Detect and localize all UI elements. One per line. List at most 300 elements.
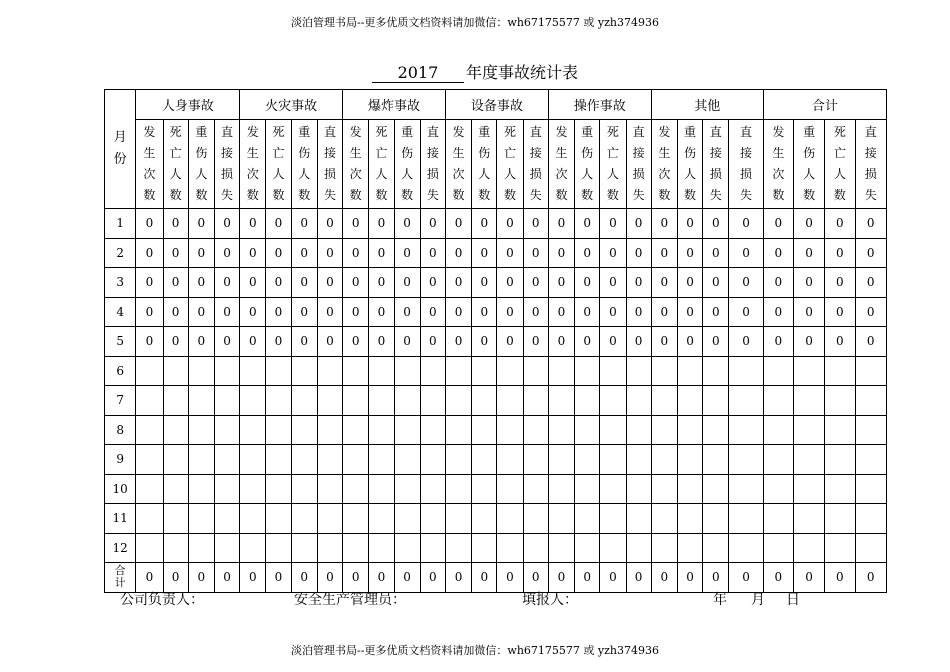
group-header: 设备事故 bbox=[445, 90, 548, 120]
table-cell: 0 bbox=[266, 268, 291, 298]
table-cell bbox=[472, 356, 497, 386]
table-cell bbox=[575, 533, 600, 563]
table-cell bbox=[472, 386, 497, 416]
column-header bbox=[136, 120, 163, 209]
column-header bbox=[793, 120, 824, 209]
table-cell: 0 bbox=[369, 563, 394, 593]
table-cell bbox=[394, 415, 420, 445]
row-label: 4 bbox=[105, 297, 136, 327]
table-cell bbox=[445, 415, 471, 445]
table-cell: 0 bbox=[369, 268, 394, 298]
column-header-char: 伤 bbox=[684, 146, 697, 160]
table-cell bbox=[626, 386, 651, 416]
column-header-char: 数 bbox=[298, 188, 311, 202]
table-cell: 0 bbox=[763, 238, 793, 268]
column-header-char: 失 bbox=[864, 188, 877, 202]
table-cell: 0 bbox=[548, 209, 574, 239]
table-cell bbox=[472, 445, 497, 475]
column-header-char: 次 bbox=[452, 167, 465, 181]
column-header-char: 人 bbox=[169, 167, 182, 181]
table-cell bbox=[825, 356, 855, 386]
table-cell: 0 bbox=[600, 297, 626, 327]
table-cell: 0 bbox=[763, 268, 793, 298]
date-year-label: 年 bbox=[713, 592, 727, 608]
table-cell bbox=[763, 415, 793, 445]
table-cell: 0 bbox=[575, 238, 600, 268]
column-header bbox=[677, 120, 702, 209]
column-header bbox=[317, 120, 342, 209]
table-cell: 0 bbox=[420, 563, 445, 593]
table-cell bbox=[240, 445, 266, 475]
table-cell bbox=[497, 533, 523, 563]
column-header-char: 数 bbox=[401, 188, 414, 202]
table-cell bbox=[548, 356, 574, 386]
table-cell bbox=[136, 415, 163, 445]
table-cell bbox=[240, 533, 266, 563]
column-header-char: 重 bbox=[581, 125, 594, 139]
table-cell: 0 bbox=[136, 238, 163, 268]
table-cell: 0 bbox=[420, 327, 445, 357]
table-cell bbox=[548, 386, 574, 416]
column-header-char: 次 bbox=[555, 167, 568, 181]
table-cell: 0 bbox=[703, 297, 729, 327]
table-row bbox=[105, 386, 887, 416]
table-cell bbox=[214, 386, 239, 416]
column-header bbox=[600, 120, 626, 209]
column-header-char: 次 bbox=[658, 167, 671, 181]
table-cell: 0 bbox=[651, 209, 677, 239]
table-cell bbox=[445, 386, 471, 416]
table-cell bbox=[677, 533, 702, 563]
table-cell bbox=[136, 386, 163, 416]
table-cell bbox=[729, 533, 763, 563]
table-cell: 0 bbox=[855, 297, 887, 327]
table-cell bbox=[472, 415, 497, 445]
column-header bbox=[369, 120, 394, 209]
table-cell: 0 bbox=[188, 238, 214, 268]
table-cell bbox=[214, 445, 239, 475]
table-cell: 0 bbox=[825, 563, 855, 593]
table-cell bbox=[677, 356, 702, 386]
table-cell: 0 bbox=[163, 268, 188, 298]
column-header bbox=[472, 120, 497, 209]
table-cell bbox=[240, 415, 266, 445]
table-cell: 0 bbox=[497, 297, 523, 327]
table-cell: 0 bbox=[793, 327, 824, 357]
table-cell: 0 bbox=[136, 563, 163, 593]
table-cell bbox=[163, 533, 188, 563]
table-cell: 0 bbox=[240, 563, 266, 593]
table-cell: 0 bbox=[825, 268, 855, 298]
table-cell bbox=[548, 415, 574, 445]
table-cell bbox=[291, 533, 317, 563]
table-cell: 0 bbox=[651, 238, 677, 268]
table-cell bbox=[548, 533, 574, 563]
table-cell: 0 bbox=[266, 327, 291, 357]
column-header-char: 发 bbox=[349, 125, 362, 139]
table-cell: 0 bbox=[793, 209, 824, 239]
table-cell bbox=[445, 445, 471, 475]
table-cell bbox=[626, 474, 651, 504]
table-cell: 0 bbox=[188, 327, 214, 357]
table-cell bbox=[136, 445, 163, 475]
table-cell bbox=[600, 533, 626, 563]
table-cell: 0 bbox=[240, 268, 266, 298]
table-cell bbox=[420, 533, 445, 563]
table-cell: 0 bbox=[548, 327, 574, 357]
table-cell bbox=[855, 533, 887, 563]
table-row bbox=[105, 327, 887, 357]
table-cell bbox=[317, 533, 342, 563]
table-cell bbox=[369, 474, 394, 504]
column-header-char: 次 bbox=[772, 167, 785, 181]
column-header-char: 生 bbox=[452, 146, 465, 160]
table-cell bbox=[163, 445, 188, 475]
table-cell: 0 bbox=[240, 209, 266, 239]
table-cell bbox=[703, 533, 729, 563]
column-header-char: 失 bbox=[221, 188, 234, 202]
table-cell: 0 bbox=[291, 209, 317, 239]
table-cell: 0 bbox=[651, 268, 677, 298]
column-header-char: 人 bbox=[401, 167, 414, 181]
table-cell bbox=[855, 445, 887, 475]
table-cell bbox=[343, 415, 369, 445]
table-cell bbox=[163, 415, 188, 445]
table-cell bbox=[793, 356, 824, 386]
table-cell: 0 bbox=[291, 268, 317, 298]
column-header-char: 重 bbox=[478, 125, 491, 139]
table-cell bbox=[394, 504, 420, 534]
table-cell bbox=[445, 504, 471, 534]
column-header bbox=[188, 120, 214, 209]
table-cell: 0 bbox=[369, 327, 394, 357]
table-cell bbox=[793, 504, 824, 534]
column-header-char: 直 bbox=[529, 125, 542, 139]
table-cell: 0 bbox=[136, 297, 163, 327]
table-cell bbox=[575, 445, 600, 475]
table-cell bbox=[317, 415, 342, 445]
column-header-char: 数 bbox=[375, 188, 388, 202]
table-cell bbox=[214, 474, 239, 504]
table-cell: 0 bbox=[600, 209, 626, 239]
column-header-char: 失 bbox=[709, 188, 722, 202]
table-cell: 0 bbox=[855, 563, 887, 593]
table-cell bbox=[677, 474, 702, 504]
table-cell bbox=[136, 474, 163, 504]
column-header-char: 失 bbox=[632, 188, 645, 202]
column-header bbox=[163, 120, 188, 209]
table-cell bbox=[626, 415, 651, 445]
table-cell: 0 bbox=[266, 297, 291, 327]
table-cell bbox=[793, 386, 824, 416]
table-cell bbox=[651, 474, 677, 504]
column-header bbox=[548, 120, 574, 209]
table-cell bbox=[266, 533, 291, 563]
table-cell bbox=[626, 356, 651, 386]
table-cell bbox=[793, 533, 824, 563]
table-row bbox=[105, 445, 887, 475]
table-row bbox=[105, 238, 887, 268]
table-cell: 0 bbox=[420, 209, 445, 239]
table-row bbox=[105, 268, 887, 298]
table-cell bbox=[703, 415, 729, 445]
group-header: 火灾事故 bbox=[240, 90, 343, 120]
table-cell bbox=[369, 356, 394, 386]
table-cell: 0 bbox=[291, 563, 317, 593]
table-cell bbox=[317, 504, 342, 534]
table-cell bbox=[317, 445, 342, 475]
table-cell: 0 bbox=[523, 297, 548, 327]
column-header-char: 数 bbox=[772, 188, 785, 202]
table-cell bbox=[548, 445, 574, 475]
column-header-char: 伤 bbox=[478, 146, 491, 160]
table-cell bbox=[651, 415, 677, 445]
table-cell bbox=[575, 474, 600, 504]
column-header-char: 发 bbox=[143, 125, 156, 139]
table-cell: 0 bbox=[188, 209, 214, 239]
table-cell bbox=[188, 533, 214, 563]
table-cell: 0 bbox=[163, 563, 188, 593]
table-cell bbox=[317, 386, 342, 416]
table-cell bbox=[497, 415, 523, 445]
table-cell: 0 bbox=[793, 268, 824, 298]
table-cell bbox=[188, 504, 214, 534]
table-cell: 0 bbox=[317, 563, 342, 593]
column-header-char: 伤 bbox=[581, 146, 594, 160]
column-header-char: 数 bbox=[658, 188, 671, 202]
column-header-char: 次 bbox=[246, 167, 259, 181]
table-cell: 0 bbox=[548, 268, 574, 298]
title-text: 年度事故统计表 bbox=[465, 63, 578, 82]
row-label: 10 bbox=[105, 474, 136, 504]
table-cell: 0 bbox=[369, 209, 394, 239]
table-cell: 0 bbox=[703, 268, 729, 298]
table-cell: 0 bbox=[317, 327, 342, 357]
row-label: 12 bbox=[105, 533, 136, 563]
column-header bbox=[523, 120, 548, 209]
table-cell: 0 bbox=[240, 327, 266, 357]
column-header-char: 人 bbox=[606, 167, 619, 181]
table-cell: 0 bbox=[343, 209, 369, 239]
column-header-char: 数 bbox=[581, 188, 594, 202]
table-cell: 0 bbox=[793, 297, 824, 327]
column-header-char: 数 bbox=[555, 188, 568, 202]
table-cell bbox=[793, 474, 824, 504]
table-cell bbox=[291, 445, 317, 475]
column-header-char: 发 bbox=[555, 125, 568, 139]
column-header-char: 人 bbox=[833, 167, 846, 181]
table-cell bbox=[825, 445, 855, 475]
table-cell bbox=[729, 415, 763, 445]
table-cell bbox=[626, 445, 651, 475]
table-cell: 0 bbox=[855, 209, 887, 239]
table-cell bbox=[763, 386, 793, 416]
table-cell: 0 bbox=[626, 297, 651, 327]
column-header-char: 人 bbox=[478, 167, 491, 181]
column-header bbox=[626, 120, 651, 209]
table-cell: 0 bbox=[188, 268, 214, 298]
table-cell: 0 bbox=[240, 238, 266, 268]
table-cell: 0 bbox=[472, 268, 497, 298]
column-header-char: 接 bbox=[529, 146, 542, 160]
table-cell bbox=[266, 504, 291, 534]
column-header-char: 损 bbox=[221, 167, 234, 181]
table-cell bbox=[575, 386, 600, 416]
table-cell bbox=[575, 504, 600, 534]
column-header-char: 数 bbox=[169, 188, 182, 202]
table-cell: 0 bbox=[317, 268, 342, 298]
table-cell: 0 bbox=[793, 563, 824, 593]
table-cell: 0 bbox=[548, 297, 574, 327]
table-cell bbox=[855, 356, 887, 386]
column-header-char: 伤 bbox=[298, 146, 311, 160]
table-cell bbox=[703, 356, 729, 386]
table-cell bbox=[855, 386, 887, 416]
column-header-char: 接 bbox=[426, 146, 439, 160]
table-cell: 0 bbox=[626, 563, 651, 593]
table-cell bbox=[600, 356, 626, 386]
table-cell bbox=[214, 504, 239, 534]
table-cell bbox=[420, 445, 445, 475]
column-header-char: 直 bbox=[709, 125, 722, 139]
column-header-char: 死 bbox=[503, 125, 516, 139]
column-header-char: 损 bbox=[323, 167, 336, 181]
title-year: 2017 bbox=[372, 63, 464, 83]
column-header-char: 失 bbox=[740, 188, 753, 202]
table-cell bbox=[729, 356, 763, 386]
table-cell: 0 bbox=[317, 238, 342, 268]
table-cell bbox=[523, 474, 548, 504]
table-cell bbox=[343, 504, 369, 534]
table-row bbox=[105, 209, 887, 239]
table-cell bbox=[420, 474, 445, 504]
column-header-char: 生 bbox=[246, 146, 259, 160]
table-cell bbox=[214, 415, 239, 445]
column-header-char: 接 bbox=[632, 146, 645, 160]
column-header-char: 接 bbox=[709, 146, 722, 160]
column-header bbox=[240, 120, 266, 209]
table-cell bbox=[497, 474, 523, 504]
column-header-char: 数 bbox=[684, 188, 697, 202]
table-cell bbox=[240, 386, 266, 416]
table-cell: 0 bbox=[855, 268, 887, 298]
row-label: 11 bbox=[105, 504, 136, 534]
row-label: 6 bbox=[105, 356, 136, 386]
table-cell bbox=[825, 415, 855, 445]
column-header-char: 人 bbox=[803, 167, 816, 181]
table-cell bbox=[291, 415, 317, 445]
table-cell bbox=[677, 386, 702, 416]
column-header-char: 重 bbox=[803, 125, 816, 139]
table-cell: 0 bbox=[266, 238, 291, 268]
column-header bbox=[497, 120, 523, 209]
date-day-label: 日 bbox=[786, 592, 800, 608]
table-cell bbox=[523, 386, 548, 416]
table-row bbox=[105, 297, 887, 327]
table-cell bbox=[136, 356, 163, 386]
table-cell: 0 bbox=[497, 209, 523, 239]
table-head bbox=[105, 90, 887, 209]
table-cell bbox=[136, 504, 163, 534]
table-cell: 0 bbox=[729, 327, 763, 357]
table-cell: 0 bbox=[763, 209, 793, 239]
column-header-char: 直 bbox=[632, 125, 645, 139]
table-cell bbox=[703, 504, 729, 534]
table-cell: 0 bbox=[793, 238, 824, 268]
table-cell: 0 bbox=[729, 268, 763, 298]
column-header-char: 死 bbox=[833, 125, 846, 139]
table-cell bbox=[523, 533, 548, 563]
table-cell: 0 bbox=[472, 238, 497, 268]
footer-watermark-note: 淡泊管理书局--更多优质文档资料请加微信：wh67175577 或 yzh374936 bbox=[291, 644, 659, 657]
table-cell: 0 bbox=[163, 327, 188, 357]
table-cell bbox=[677, 445, 702, 475]
table-cell: 0 bbox=[729, 238, 763, 268]
column-header-char: 人 bbox=[195, 167, 208, 181]
column-header bbox=[651, 120, 677, 209]
table-cell bbox=[420, 356, 445, 386]
table-cell: 0 bbox=[136, 209, 163, 239]
table-cell bbox=[497, 386, 523, 416]
table-cell: 0 bbox=[651, 563, 677, 593]
table-cell: 0 bbox=[188, 563, 214, 593]
table-cell: 0 bbox=[626, 238, 651, 268]
row-label: 5 bbox=[105, 327, 136, 357]
table-cell bbox=[163, 386, 188, 416]
table-cell: 0 bbox=[703, 209, 729, 239]
table-cell bbox=[343, 386, 369, 416]
table-cell bbox=[291, 356, 317, 386]
table-cell bbox=[523, 504, 548, 534]
date-month-label: 月 bbox=[751, 592, 765, 608]
table-cell bbox=[369, 445, 394, 475]
table-cell: 0 bbox=[729, 563, 763, 593]
column-header-char: 接 bbox=[740, 146, 753, 160]
group-header: 人身事故 bbox=[136, 90, 240, 120]
table-cell: 0 bbox=[677, 238, 702, 268]
table-cell: 0 bbox=[445, 297, 471, 327]
table-cell bbox=[855, 504, 887, 534]
column-header bbox=[420, 120, 445, 209]
table-cell: 0 bbox=[677, 209, 702, 239]
column-header bbox=[214, 120, 239, 209]
column-header bbox=[703, 120, 729, 209]
table-cell bbox=[855, 474, 887, 504]
table-cell: 0 bbox=[600, 563, 626, 593]
table-cell: 0 bbox=[600, 327, 626, 357]
row-label bbox=[105, 563, 136, 593]
table-cell: 0 bbox=[420, 297, 445, 327]
table-cell bbox=[394, 356, 420, 386]
table-cell: 0 bbox=[763, 297, 793, 327]
column-header-char: 数 bbox=[803, 188, 816, 202]
column-header-char: 重 bbox=[684, 125, 697, 139]
column-header-char: 接 bbox=[864, 146, 877, 160]
column-header-char: 失 bbox=[529, 188, 542, 202]
table-cell bbox=[651, 445, 677, 475]
column-header-char: 死 bbox=[272, 125, 285, 139]
table-cell: 0 bbox=[369, 238, 394, 268]
group-header: 操作事故 bbox=[548, 90, 651, 120]
table-cell bbox=[266, 386, 291, 416]
table-cell: 0 bbox=[651, 297, 677, 327]
table-cell bbox=[472, 504, 497, 534]
table-cell: 0 bbox=[266, 209, 291, 239]
column-header-char: 生 bbox=[555, 146, 568, 160]
row-label: 3 bbox=[105, 268, 136, 298]
table-cell bbox=[317, 356, 342, 386]
table-cell: 0 bbox=[369, 297, 394, 327]
